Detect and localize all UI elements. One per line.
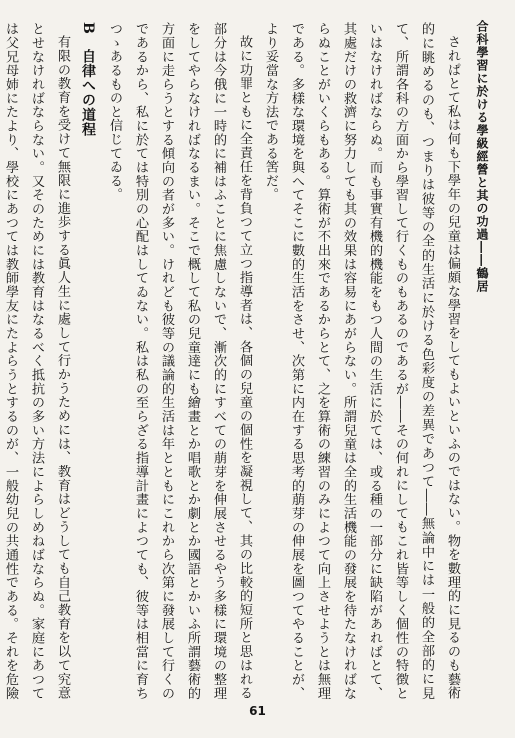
running-header: 合科學習に於ける學級經營と其の功過――鶴居 bbox=[475, 20, 489, 293]
page-number: 61 bbox=[249, 704, 266, 718]
body-text bbox=[3, 22, 465, 700]
paragraph: 有限の教育を受けて無限に進歩する眞人生に處して行かうためには、教育はどうしても自己教育を以て究意とせなければならない。又そのためには教育はなるべく抵抗の多い方法によらしめねばならぬ。家庭にあつては父兄母姉にたより、學校にあつては教師學友にたよらうとするのが、一般幼兒の共通性である。それを危險 bbox=[3, 22, 70, 700]
paragraph: されぱとて私は何も下學年の兒童は偏頗な學習をしてもよいといふのではない。物を數理的に見るのも藝術的に眺めるのも、つまりは彼等の全的生活に於ける色彩度の差異であつて――無論中には一般的全部的に見て、所謂各科の方面から學習して行くものもあるのであるが――その何れにしてもこれ皆等しく個性の特徴といはなければならぬ。而も事實有機的機能をもつ人間の生活に於ては、或る種の一部分に缺陷があればとて、其處だけの救濟に努力しても其の效果は容易にあがらない。所謂兒童は全的生活機能の發展を待たなければならぬことがいくらもある。算術が不出來であるからとて、之を算術の練習のみによつて向上させようとは無理である。多樣な環境を與へてそこに數的生活をさせ、次第に内在する思考的萠芽の伸展を圖つてやることが、より妥當な方法である筈だ。 bbox=[263, 22, 460, 700]
section-heading: B 自律への道程 bbox=[80, 22, 96, 137]
paragraph: 故に功罪ともに全責任を背負つて立つ指導者は、各個の兒童の個性を凝視して、其の比較的短所と思はれる部分は今俄に一時的に補はふことに焦慮しないで、漸次的にすべての萠芽を伸展させるやう多樣に環境の整理をしてやらなければなるまい。そこで概して私の兒童達にも繪畫とか唱歌とか劇とか國語とかいふ所謂藝術的方面に走らうとする傾向の者が多い。けれども彼等の議論的生活は年とともにこれから次第に發展して行くのであるから、私に於ては特別の心配はしてゐない。私は私の至らざる指導計畫によつても、彼等は相當に育ちつゝあるものと信じてゐる。 bbox=[107, 22, 252, 700]
